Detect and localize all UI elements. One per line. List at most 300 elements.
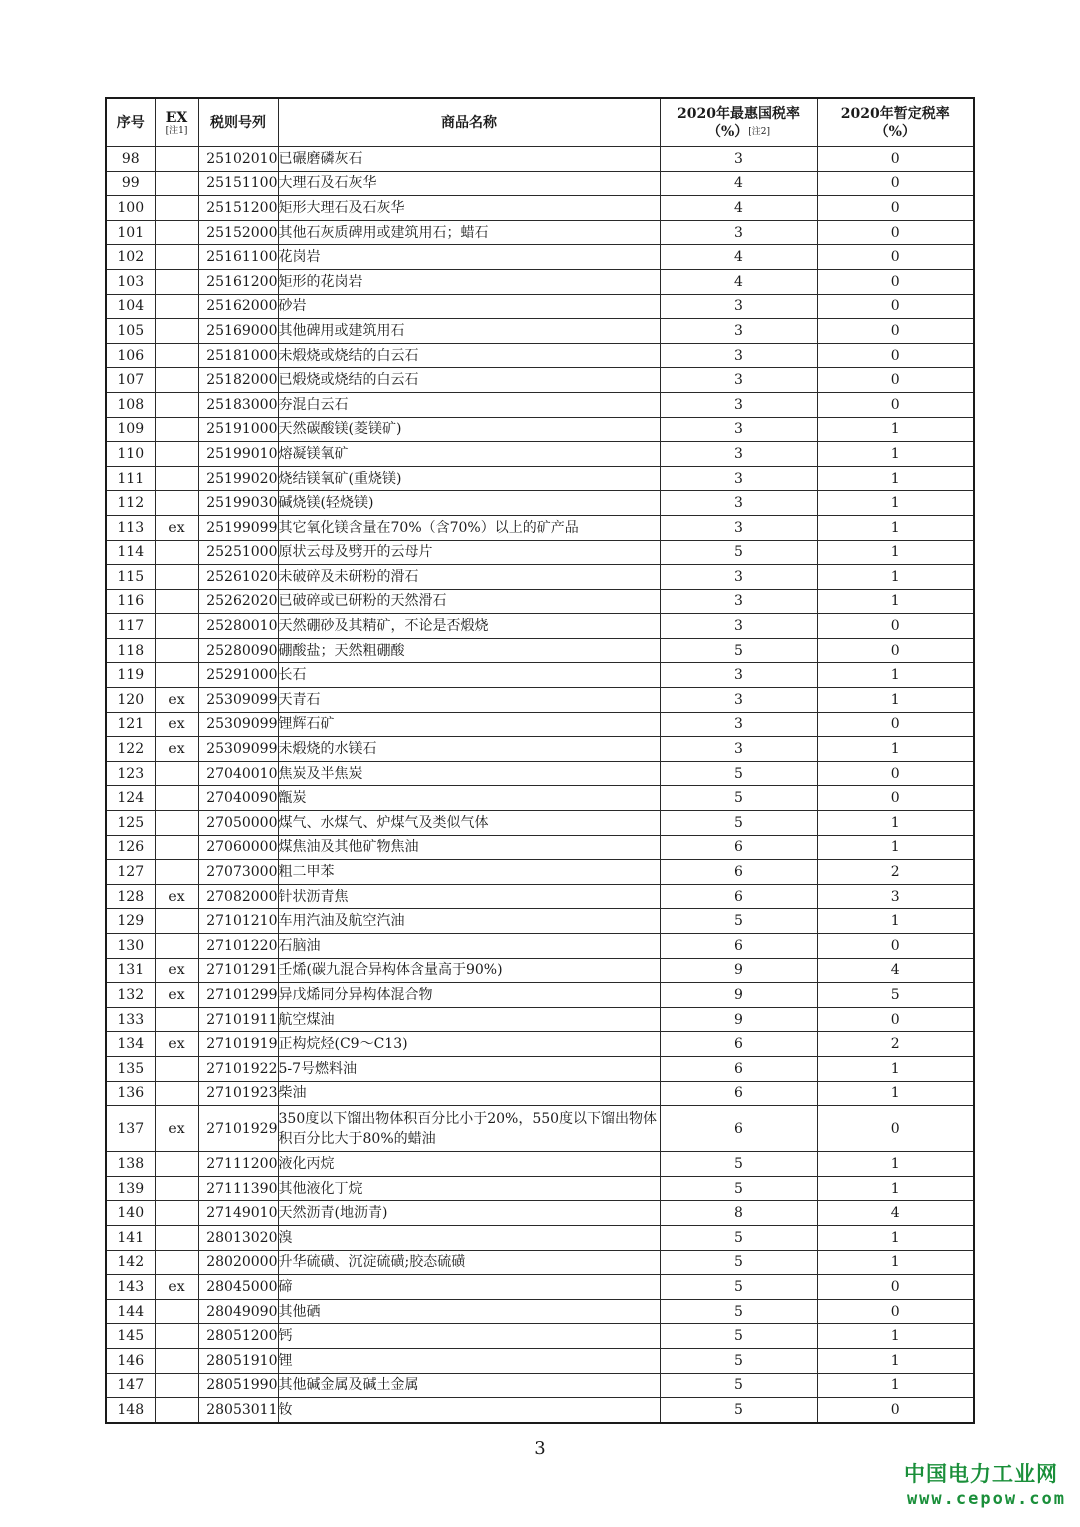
table-row: [106, 196, 974, 221]
row-number: 106: [106, 343, 155, 368]
mfn-rate: 6: [660, 934, 817, 959]
ex-flag: [155, 466, 198, 491]
ex-flag: ex: [155, 1106, 198, 1152]
ex-flag: [155, 614, 198, 639]
row-number: 108: [106, 392, 155, 417]
table-row: [106, 1398, 974, 1423]
ex-flag: [155, 1250, 198, 1275]
table-row: [106, 1250, 974, 1275]
table-row: [106, 688, 974, 713]
table-row: [106, 811, 974, 836]
row-number: 147: [106, 1373, 155, 1398]
product-name: 针状沥青焦: [278, 884, 660, 909]
ex-flag: [155, 1176, 198, 1201]
table-row: [106, 245, 974, 270]
tariff-code: 25162000: [198, 294, 278, 319]
provisional-rate: 0: [817, 294, 974, 319]
table-row: [106, 171, 974, 196]
mfn-rate: 5: [660, 786, 817, 811]
ex-flag: [155, 319, 198, 344]
table-row: [106, 761, 974, 786]
row-number: 102: [106, 245, 155, 270]
header-ex: [155, 98, 198, 147]
tariff-code: 25261020: [198, 565, 278, 590]
ex-flag: [155, 909, 198, 934]
provisional-rate: 0: [817, 1106, 974, 1152]
product-name: 大理石及石灰华: [278, 171, 660, 196]
tariff-code: 27101929: [198, 1106, 278, 1152]
row-number: 105: [106, 319, 155, 344]
product-name: 碱烧镁(轻烧镁): [278, 491, 660, 516]
ex-flag: [155, 220, 198, 245]
ex-flag: [155, 860, 198, 885]
provisional-rate: 1: [817, 909, 974, 934]
mfn-rate: 4: [660, 171, 817, 196]
mfn-rate: 6: [660, 884, 817, 909]
provisional-rate: 1: [817, 663, 974, 688]
ex-flag: [155, 1225, 198, 1250]
table-row: [106, 220, 974, 245]
page-number: 3: [534, 1438, 546, 1459]
product-name: 煤气、水煤气、炉煤气及类似气体: [278, 811, 660, 836]
product-name: 石脑油: [278, 934, 660, 959]
product-name: 夯混白云石: [278, 392, 660, 417]
ex-flag: [155, 1152, 198, 1177]
ex-flag: [155, 786, 198, 811]
row-number: 134: [106, 1032, 155, 1057]
ex-flag: [155, 1081, 198, 1106]
ex-flag: ex: [155, 737, 198, 762]
row-number: 124: [106, 786, 155, 811]
ex-flag: ex: [155, 958, 198, 983]
table-row: [106, 147, 974, 172]
product-name: 溴: [278, 1225, 660, 1250]
product-name: 粗二甲苯: [278, 860, 660, 885]
product-name: 其他石灰质碑用或建筑用石；蜡石: [278, 220, 660, 245]
tariff-code: 28013020: [198, 1225, 278, 1250]
row-number: 114: [106, 540, 155, 565]
provisional-rate: 0: [817, 786, 974, 811]
product-name: 原状云母及劈开的云母片: [278, 540, 660, 565]
mfn-rate: 3: [660, 392, 817, 417]
product-name: 5-7号燃料油: [278, 1056, 660, 1081]
tariff-code: 28045000: [198, 1275, 278, 1300]
mfn-rate: 5: [660, 909, 817, 934]
provisional-rate: 1: [817, 1225, 974, 1250]
ex-flag: [155, 589, 198, 614]
table-row: [106, 712, 974, 737]
table-row: [106, 1348, 974, 1373]
table-row: [106, 1275, 974, 1300]
mfn-rate: 5: [660, 638, 817, 663]
tariff-code: 27082000: [198, 884, 278, 909]
tariff-code: 27050000: [198, 811, 278, 836]
product-name: 已煅烧或烧结的白云石: [278, 368, 660, 393]
provisional-rate: 0: [817, 147, 974, 172]
provisional-rate: 0: [817, 245, 974, 270]
ex-flag: [155, 761, 198, 786]
table-row: [106, 343, 974, 368]
product-name: 天青石: [278, 688, 660, 713]
table-row: [106, 884, 974, 909]
mfn-rate: 6: [660, 1106, 817, 1152]
tariff-code: 27040090: [198, 786, 278, 811]
mfn-rate: 3: [660, 294, 817, 319]
provisional-rate: 5: [817, 983, 974, 1008]
provisional-rate: 0: [817, 1275, 974, 1300]
mfn-rate: 6: [660, 1081, 817, 1106]
product-name: 壬烯(碳九混合异构体含量高于90%): [278, 958, 660, 983]
header-prov: [817, 98, 974, 147]
row-number: 122: [106, 737, 155, 762]
tariff-code: 25182000: [198, 368, 278, 393]
row-number: 139: [106, 1176, 155, 1201]
tariff-code: 25262020: [198, 589, 278, 614]
table-row: [106, 269, 974, 294]
row-number: 132: [106, 983, 155, 1008]
ex-flag: ex: [155, 983, 198, 1008]
provisional-rate: 1: [817, 515, 974, 540]
table-header-row: [106, 98, 974, 147]
mfn-rate: 5: [660, 1152, 817, 1177]
product-name: 砂岩: [278, 294, 660, 319]
row-number: 121: [106, 712, 155, 737]
row-number: 120: [106, 688, 155, 713]
table-row: [106, 860, 974, 885]
product-name: 柴油: [278, 1081, 660, 1106]
mfn-rate: 5: [660, 1348, 817, 1373]
table-row: [106, 663, 974, 688]
product-name: 车用汽油及航空汽油: [278, 909, 660, 934]
provisional-rate: 0: [817, 196, 974, 221]
product-name: 已破碎或已研粉的天然滑石: [278, 589, 660, 614]
row-number: 141: [106, 1225, 155, 1250]
product-name: 钙: [278, 1324, 660, 1349]
row-number: 129: [106, 909, 155, 934]
provisional-rate: 0: [817, 1398, 974, 1423]
watermark-site-url: www.cepow.com: [906, 1489, 1066, 1509]
tariff-table: [105, 97, 975, 1424]
product-name: 未破碎及未研粉的滑石: [278, 565, 660, 590]
mfn-rate: 4: [660, 269, 817, 294]
mfn-rate: 5: [660, 1299, 817, 1324]
row-number: 130: [106, 934, 155, 959]
provisional-rate: 1: [817, 540, 974, 565]
table-row: [106, 1081, 974, 1106]
tariff-code: 25280090: [198, 638, 278, 663]
mfn-rate: 5: [660, 1398, 817, 1423]
row-number: 109: [106, 417, 155, 442]
mfn-rate: 3: [660, 688, 817, 713]
table-row: [106, 1299, 974, 1324]
header-mfn-line1: 2020年最惠国税率: [677, 105, 800, 122]
table-row: [106, 934, 974, 959]
table-row: [106, 294, 974, 319]
header-code: 税则号列: [198, 98, 278, 147]
provisional-rate: 1: [817, 1081, 974, 1106]
tariff-code: 27101919: [198, 1032, 278, 1057]
mfn-rate: 9: [660, 983, 817, 1008]
product-name: 其他硒: [278, 1299, 660, 1324]
ex-flag: [155, 1324, 198, 1349]
table-row: [106, 565, 974, 590]
tariff-code: 28051200: [198, 1324, 278, 1349]
tariff-code: 27111390: [198, 1176, 278, 1201]
table-row: [106, 1007, 974, 1032]
mfn-rate: 8: [660, 1201, 817, 1226]
ex-flag: [155, 147, 198, 172]
tariff-code: 27101210: [198, 909, 278, 934]
mfn-rate: 3: [660, 368, 817, 393]
table-row: [106, 1032, 974, 1057]
ex-flag: [155, 196, 198, 221]
tariff-code: 27101299: [198, 983, 278, 1008]
table-row: [106, 515, 974, 540]
mfn-rate: 6: [660, 860, 817, 885]
table-row: [106, 589, 974, 614]
table-row: [106, 442, 974, 467]
tariff-code: 25102010: [198, 147, 278, 172]
product-name: 升华硫磺、沉淀硫磺;胶态硫磺: [278, 1250, 660, 1275]
provisional-rate: 0: [817, 712, 974, 737]
tariff-code: 25280010: [198, 614, 278, 639]
product-name: 天然硼砂及其精矿，不论是否煅烧: [278, 614, 660, 639]
table-row: [106, 1324, 974, 1349]
table-row: [106, 638, 974, 663]
provisional-rate: 0: [817, 368, 974, 393]
provisional-rate: 1: [817, 1056, 974, 1081]
product-name: 花岗岩: [278, 245, 660, 270]
tariff-code: 25151200: [198, 196, 278, 221]
product-name: 长石: [278, 663, 660, 688]
provisional-rate: 4: [817, 1201, 974, 1226]
mfn-rate: 3: [660, 589, 817, 614]
row-number: 125: [106, 811, 155, 836]
mfn-rate: 5: [660, 811, 817, 836]
provisional-rate: 0: [817, 392, 974, 417]
tariff-code: 28051990: [198, 1373, 278, 1398]
ex-flag: ex: [155, 1275, 198, 1300]
table-row: [106, 1056, 974, 1081]
row-number: 144: [106, 1299, 155, 1324]
product-name: 其他碑用或建筑用石: [278, 319, 660, 344]
ex-flag: [155, 368, 198, 393]
provisional-rate: 2: [817, 1032, 974, 1057]
product-name: 其他碱金属及碱土金属: [278, 1373, 660, 1398]
row-number: 103: [106, 269, 155, 294]
mfn-rate: 3: [660, 417, 817, 442]
header-mfn: [660, 98, 817, 147]
tariff-code: 28049090: [198, 1299, 278, 1324]
tariff-code: 25199099: [198, 515, 278, 540]
ex-flag: [155, 540, 198, 565]
mfn-rate: 3: [660, 515, 817, 540]
row-number: 99: [106, 171, 155, 196]
provisional-rate: 0: [817, 343, 974, 368]
row-number: 116: [106, 589, 155, 614]
table-row: [106, 1152, 974, 1177]
product-name: 未煅烧的水镁石: [278, 737, 660, 762]
table-row: [106, 417, 974, 442]
row-number: 118: [106, 638, 155, 663]
table-row: [106, 786, 974, 811]
tariff-code: 27101923: [198, 1081, 278, 1106]
provisional-rate: 1: [817, 1250, 974, 1275]
product-name: 钕: [278, 1398, 660, 1423]
product-name: 熔凝镁氧矿: [278, 442, 660, 467]
product-name: 焦炭及半焦炭: [278, 761, 660, 786]
product-name: 天然碳酸镁(菱镁矿): [278, 417, 660, 442]
mfn-rate: 5: [660, 1324, 817, 1349]
tariff-code: 25199020: [198, 466, 278, 491]
provisional-rate: 0: [817, 934, 974, 959]
table-row: [106, 491, 974, 516]
table-row: [106, 540, 974, 565]
provisional-rate: 1: [817, 442, 974, 467]
ex-flag: [155, 417, 198, 442]
ex-flag: [155, 565, 198, 590]
mfn-rate: 3: [660, 491, 817, 516]
product-name: 硼酸盐；天然粗硼酸: [278, 638, 660, 663]
provisional-rate: 0: [817, 269, 974, 294]
row-number: 126: [106, 835, 155, 860]
mfn-rate: 5: [660, 1176, 817, 1201]
table-row: [106, 737, 974, 762]
product-name: 锂: [278, 1348, 660, 1373]
product-name: 烧结镁氧矿(重烧镁): [278, 466, 660, 491]
ex-flag: [155, 1398, 198, 1423]
row-number: 101: [106, 220, 155, 245]
header-no: 序号: [106, 98, 155, 147]
mfn-rate: 3: [660, 147, 817, 172]
tariff-code: 27101911: [198, 1007, 278, 1032]
row-number: 112: [106, 491, 155, 516]
provisional-rate: 1: [817, 1324, 974, 1349]
table-row: [106, 909, 974, 934]
table-row: [106, 1373, 974, 1398]
ex-flag: [155, 1373, 198, 1398]
tariff-code: 28053011: [198, 1398, 278, 1423]
tariff-code: 27101922: [198, 1056, 278, 1081]
product-name: 正构烷烃(C9～C13): [278, 1032, 660, 1057]
table-row: [106, 614, 974, 639]
row-number: 111: [106, 466, 155, 491]
ex-flag: [155, 811, 198, 836]
ex-flag: [155, 1056, 198, 1081]
row-number: 143: [106, 1275, 155, 1300]
mfn-rate: 5: [660, 761, 817, 786]
provisional-rate: 1: [817, 1152, 974, 1177]
row-number: 113: [106, 515, 155, 540]
mfn-rate: 6: [660, 1056, 817, 1081]
tariff-code: 25161100: [198, 245, 278, 270]
watermark-site-name: 中国电力工业网: [904, 1462, 1058, 1486]
provisional-rate: 1: [817, 1176, 974, 1201]
row-number: 136: [106, 1081, 155, 1106]
provisional-rate: 0: [817, 614, 974, 639]
mfn-rate: 3: [660, 319, 817, 344]
product-name: 锂辉石矿: [278, 712, 660, 737]
ex-flag: [155, 294, 198, 319]
tariff-code: 25199030: [198, 491, 278, 516]
tariff-code: 25309099: [198, 737, 278, 762]
provisional-rate: 1: [817, 589, 974, 614]
tariff-code: 27101291: [198, 958, 278, 983]
tariff-code: 27149010: [198, 1201, 278, 1226]
provisional-rate: 0: [817, 220, 974, 245]
mfn-rate: 5: [660, 1275, 817, 1300]
tariff-code: 25251000: [198, 540, 278, 565]
row-number: 145: [106, 1324, 155, 1349]
product-name: 矩形的花岗岩: [278, 269, 660, 294]
header-name: 商品名称: [278, 98, 660, 147]
mfn-rate: 9: [660, 958, 817, 983]
tariff-code: 25151100: [198, 171, 278, 196]
mfn-rate: 3: [660, 466, 817, 491]
row-number: 138: [106, 1152, 155, 1177]
mfn-rate: 3: [660, 565, 817, 590]
product-name: 异戊烯同分异构体混合物: [278, 983, 660, 1008]
mfn-rate: 4: [660, 245, 817, 270]
row-number: 135: [106, 1056, 155, 1081]
header-ex-label: EX: [165, 109, 188, 126]
mfn-rate: 6: [660, 1032, 817, 1057]
tariff-code: 28051910: [198, 1348, 278, 1373]
tariff-code: 25161200: [198, 269, 278, 294]
mfn-rate: 9: [660, 1007, 817, 1032]
provisional-rate: 1: [817, 466, 974, 491]
row-number: 133: [106, 1007, 155, 1032]
row-number: 128: [106, 884, 155, 909]
header-prov-line1: 2020年暂定税率: [840, 105, 950, 122]
tariff-code: 27111200: [198, 1152, 278, 1177]
tariff-code: 27073000: [198, 860, 278, 885]
product-name: 甑炭: [278, 786, 660, 811]
mfn-rate: 6: [660, 835, 817, 860]
table-row: [106, 1225, 974, 1250]
tariff-code: 27060000: [198, 835, 278, 860]
table-row: [106, 983, 974, 1008]
product-name: 已碾磨磷灰石: [278, 147, 660, 172]
product-name: 其它氧化镁含量在70%（含70%）以上的矿产品: [278, 515, 660, 540]
ex-flag: [155, 171, 198, 196]
tariff-body: [106, 147, 974, 1423]
tariff-code: 25309099: [198, 688, 278, 713]
ex-flag: [155, 269, 198, 294]
mfn-rate: 3: [660, 614, 817, 639]
row-number: 117: [106, 614, 155, 639]
provisional-rate: 1: [817, 1373, 974, 1398]
product-name: 天然沥青(地沥青): [278, 1201, 660, 1226]
ex-flag: [155, 638, 198, 663]
mfn-rate: 3: [660, 712, 817, 737]
ex-flag: ex: [155, 515, 198, 540]
ex-flag: [155, 835, 198, 860]
ex-flag: ex: [155, 688, 198, 713]
mfn-rate: 5: [660, 1250, 817, 1275]
ex-flag: ex: [155, 712, 198, 737]
provisional-rate: 4: [817, 958, 974, 983]
table-row: [106, 1106, 974, 1152]
ex-flag: [155, 491, 198, 516]
provisional-rate: 2: [817, 860, 974, 885]
table-row: [106, 958, 974, 983]
mfn-rate: 5: [660, 1373, 817, 1398]
ex-flag: [155, 1348, 198, 1373]
provisional-rate: 0: [817, 319, 974, 344]
ex-flag: ex: [155, 1032, 198, 1057]
ex-flag: [155, 1201, 198, 1226]
